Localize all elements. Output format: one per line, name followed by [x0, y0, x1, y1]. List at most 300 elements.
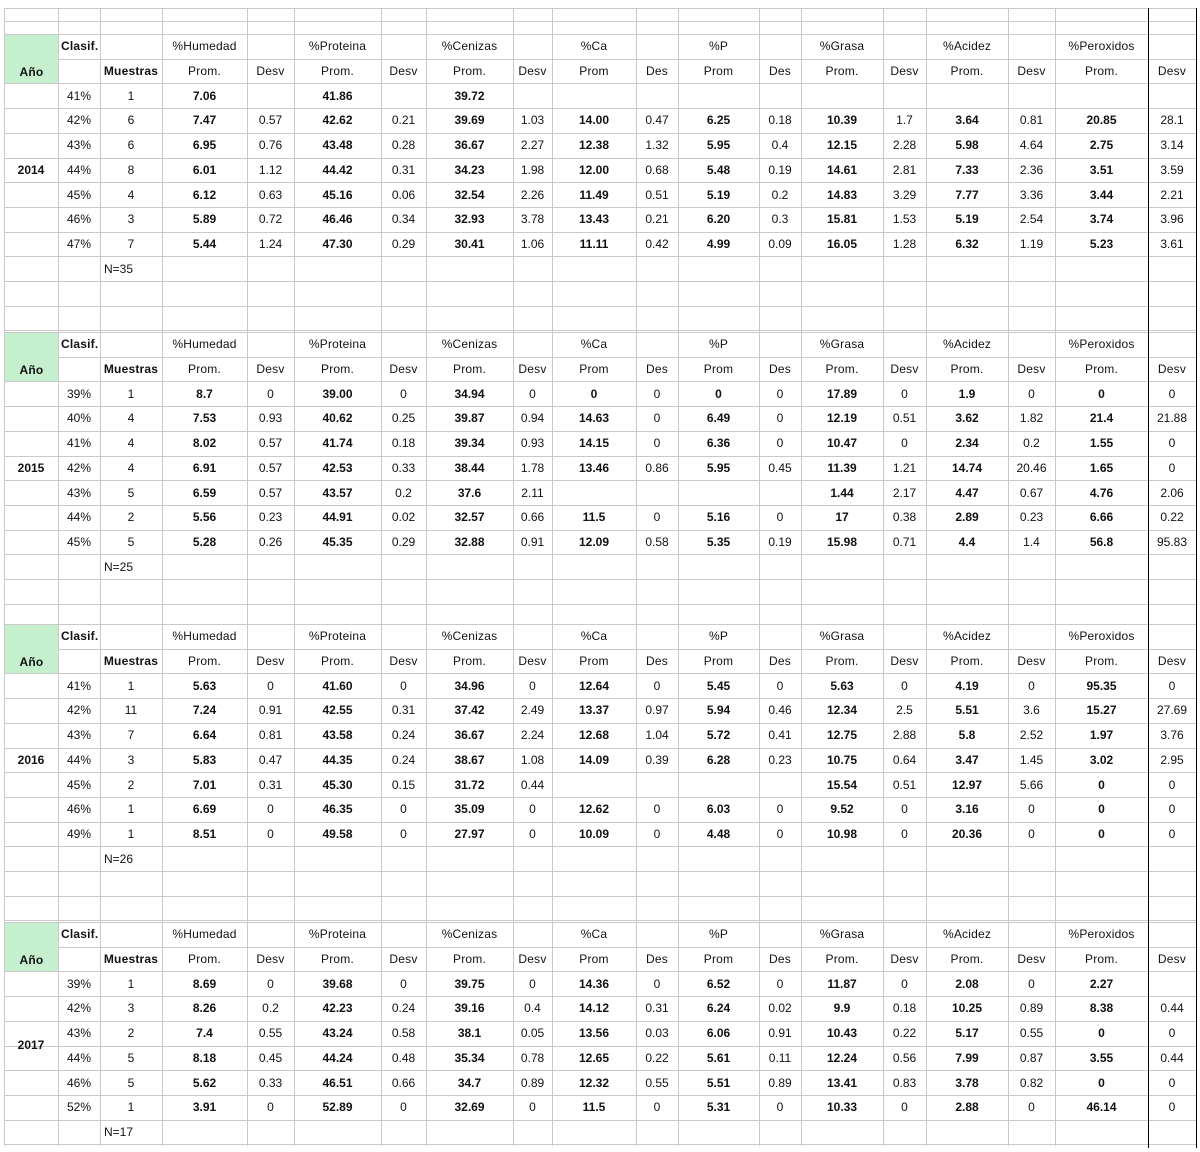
- table-cell: 0.22: [892, 1026, 917, 1041]
- table-cell: 20.85: [1086, 113, 1117, 128]
- group-header-acidez: %Acidez: [942, 39, 992, 54]
- muestras-cell: 1: [127, 826, 135, 841]
- table-cell: [678, 772, 759, 797]
- group-header-acidez: %Acidez: [942, 629, 992, 644]
- table-cell: 14.63: [578, 411, 610, 426]
- table-cell: 2.17: [892, 485, 917, 500]
- subheader: Prom.: [950, 362, 984, 377]
- table-cell: 12.19: [826, 411, 858, 426]
- table-cell: 0: [1168, 1100, 1176, 1115]
- grid-row-line: [4, 920, 1196, 921]
- table-cell: 0: [776, 826, 784, 841]
- table-cell: 2.06: [1160, 485, 1184, 500]
- table-cell: 6.49: [706, 411, 731, 426]
- table-cell: 4.47: [955, 485, 979, 500]
- group-header-humedad: %Humedad: [172, 629, 237, 644]
- table-cell: 21.4: [1089, 411, 1114, 426]
- table-cell: 3.44: [1089, 187, 1114, 202]
- table-cell: 0: [653, 976, 661, 991]
- table-cell: 6.24: [706, 1001, 731, 1016]
- table-cell: 31.72: [454, 777, 485, 792]
- table-cell: 2.95: [1160, 752, 1184, 767]
- table-cell: 0.34: [391, 212, 416, 227]
- table-cell: 28.1: [1160, 113, 1184, 128]
- muestras-cell: 1: [127, 802, 135, 817]
- table-cell: 0.72: [258, 212, 283, 227]
- table-cell: 0: [267, 826, 274, 841]
- table-cell: 0.57: [258, 485, 283, 500]
- table-cell: 11.5: [582, 510, 606, 525]
- clasif-cell: 40%: [66, 411, 92, 426]
- table-cell: [636, 772, 678, 797]
- table-cell: [1148, 83, 1196, 108]
- table-cell: 0.33: [258, 1075, 283, 1090]
- subheader: Desv: [518, 952, 547, 967]
- table-cell: 8.51: [192, 826, 217, 841]
- subheader: Desv: [890, 362, 919, 377]
- clasif-header: Clasif.: [61, 337, 99, 352]
- table-cell: 0.67: [1019, 485, 1044, 500]
- muestras-cell: 4: [127, 187, 135, 202]
- table-cell: 0.18: [892, 1001, 917, 1016]
- muestras-cell: 5: [127, 485, 135, 500]
- table-cell: 8.02: [192, 436, 217, 451]
- table-cell: 32.88: [454, 534, 485, 549]
- table-cell: 0: [1028, 826, 1035, 841]
- table-cell: 0.56: [892, 1050, 917, 1065]
- table-cell: 9.9: [833, 1001, 851, 1016]
- table-cell: 5.89: [192, 212, 217, 227]
- table-cell: 0: [1098, 826, 1105, 841]
- subheader: Desv: [1017, 654, 1046, 669]
- table-cell: 42.53: [322, 460, 353, 475]
- table-cell: 5.72: [706, 728, 731, 743]
- subheader: Prom.: [320, 654, 354, 669]
- table-cell: 0.81: [258, 728, 283, 743]
- table-cell: 43.48: [322, 138, 353, 153]
- table-cell: 0.44: [520, 777, 545, 792]
- group-header-grasa: %Grasa: [819, 39, 865, 54]
- table-cell: 2.21: [1160, 187, 1184, 202]
- table-cell: 16.05: [826, 236, 858, 251]
- subheader: Desv: [1017, 362, 1046, 377]
- table-cell: 43.57: [322, 485, 353, 500]
- table-cell: 7.53: [192, 411, 217, 426]
- table-cell: 3.51: [1089, 162, 1114, 177]
- clasif-cell: 43%: [66, 138, 92, 153]
- table-cell: 0.47: [258, 752, 283, 767]
- table-cell: 0.57: [258, 460, 283, 475]
- clasif-cell: 41%: [66, 88, 92, 103]
- table-cell: 0: [901, 802, 908, 817]
- table-cell: 0: [715, 386, 722, 401]
- table-cell: 56.8: [1089, 534, 1114, 549]
- grid-row-line: [4, 306, 1196, 307]
- group-header-peroxidos: %Peroxidos: [1068, 337, 1135, 352]
- table-cell: 12.32: [578, 1075, 610, 1090]
- table-cell: [247, 83, 294, 108]
- subheader: Prom.: [1084, 654, 1118, 669]
- group-header-grasa: %Grasa: [819, 927, 865, 942]
- table-cell: 5.48: [706, 162, 731, 177]
- table-cell: 12.00: [578, 162, 610, 177]
- group-header-humedad: %Humedad: [172, 337, 237, 352]
- table-cell: 6.01: [192, 162, 217, 177]
- group-header-proteina: %Proteina: [308, 337, 367, 352]
- table-cell: 9.52: [830, 802, 854, 817]
- table-cell: 0.29: [391, 534, 416, 549]
- sample-count-label: N=25: [104, 559, 134, 574]
- subheader: Desv: [389, 362, 418, 377]
- table-cell: 0: [1168, 1026, 1176, 1041]
- table-cell: 0: [776, 386, 784, 401]
- year-label: 2017: [17, 1038, 45, 1053]
- table-cell: 27.97: [454, 826, 485, 841]
- group-header-ca: %Ca: [580, 39, 608, 54]
- table-cell: 15.81: [826, 212, 858, 227]
- subheader: Des: [769, 362, 791, 377]
- table-cell: 14.00: [578, 113, 610, 128]
- table-cell: 14.74: [951, 460, 983, 475]
- table-cell: [678, 480, 759, 505]
- subheader: Prom: [579, 952, 609, 967]
- table-cell: 6.28: [706, 752, 731, 767]
- table-cell: 5.95: [706, 460, 731, 475]
- muestras-cell: 1: [127, 88, 135, 103]
- table-cell: 15.54: [826, 777, 858, 792]
- table-cell: 3.6: [1023, 703, 1040, 718]
- table-cell: 0.42: [645, 236, 669, 251]
- subheader: Desv: [256, 64, 285, 79]
- table-cell: 5.16: [706, 510, 731, 525]
- table-cell: 0: [400, 826, 407, 841]
- table-cell: 0.23: [258, 510, 283, 525]
- table-cell: [552, 480, 636, 505]
- table-cell: 0: [1098, 777, 1105, 792]
- table-cell: 10.39: [826, 113, 858, 128]
- table-cell: 0.51: [892, 411, 917, 426]
- table-cell: 0: [776, 678, 784, 693]
- group-header-ca: %Ca: [580, 629, 608, 644]
- group-header-humedad: %Humedad: [172, 39, 237, 54]
- table-cell: 0: [1168, 460, 1176, 475]
- table-cell: 4.19: [955, 678, 979, 693]
- clasif-cell: 52%: [66, 1100, 92, 1115]
- table-cell: 0.55: [258, 1026, 283, 1041]
- table-cell: 11.39: [827, 460, 857, 475]
- table-cell: 6.52: [706, 976, 731, 991]
- table-cell: 34.23: [454, 162, 485, 177]
- table-cell: 3.78: [955, 1075, 979, 1090]
- table-cell: 38.1: [457, 1026, 482, 1041]
- table-cell: 0.11: [768, 1050, 792, 1065]
- subheader: Des: [646, 64, 668, 79]
- table-cell: 0: [529, 1100, 536, 1115]
- muestras-header: Muestras: [103, 362, 159, 377]
- table-cell: 3.74: [1089, 212, 1114, 227]
- table-cell: 39.87: [454, 411, 485, 426]
- table-cell: 0: [1098, 386, 1105, 401]
- subheader: Prom.: [1084, 952, 1118, 967]
- table-cell: [636, 83, 678, 108]
- grid-row-line: [4, 579, 1196, 580]
- table-cell: 14.09: [578, 752, 610, 767]
- table-cell: 0.71: [892, 534, 917, 549]
- table-cell: 42.62: [322, 113, 353, 128]
- table-cell: [759, 772, 801, 797]
- table-cell: 41.60: [322, 678, 353, 693]
- table-cell: 2.81: [892, 162, 917, 177]
- subheader: Desv: [1157, 64, 1187, 79]
- table-cell: 0: [776, 802, 784, 817]
- table-cell: 13.46: [578, 460, 610, 475]
- table-cell: 0.02: [768, 1001, 792, 1016]
- table-cell: 0.24: [391, 752, 416, 767]
- table-cell: [801, 83, 883, 108]
- subheader: Desv: [1017, 952, 1046, 967]
- table-cell: 0: [529, 976, 536, 991]
- clasif-cell: 45%: [66, 777, 92, 792]
- table-cell: [926, 83, 1008, 108]
- table-cell: 0.23: [1019, 510, 1044, 525]
- table-cell: 0.46: [768, 703, 792, 718]
- subheader: Prom.: [1084, 362, 1118, 377]
- table-cell: [678, 83, 759, 108]
- table-cell: 3.62: [955, 411, 979, 426]
- table-cell: 13.56: [578, 1026, 610, 1041]
- subheader: Desv: [389, 64, 418, 79]
- table-cell: 7.06: [192, 88, 217, 103]
- table-cell: 6.59: [192, 485, 217, 500]
- subheader: Desv: [890, 952, 919, 967]
- group-header-cenizas: %Cenizas: [441, 629, 498, 644]
- table-cell: 11.49: [579, 187, 609, 202]
- group-header-p: %P: [708, 629, 729, 644]
- grid-row-line: [4, 1144, 1196, 1145]
- table-cell: 0.45: [768, 460, 792, 475]
- table-cell: 0.58: [645, 534, 669, 549]
- group-header-ca: %Ca: [580, 337, 608, 352]
- table-cell: 5.8: [958, 728, 976, 743]
- group-header-cenizas: %Cenizas: [441, 39, 498, 54]
- table-cell: 14.83: [826, 187, 858, 202]
- table-cell: 1.45: [1019, 752, 1044, 767]
- table-cell: 0.76: [258, 138, 283, 153]
- table-cell: 2.52: [1019, 728, 1044, 743]
- table-cell: [552, 83, 636, 108]
- table-cell: 1.55: [1089, 436, 1114, 451]
- table-cell: 11.5: [582, 1100, 606, 1115]
- table-cell: 13.43: [578, 212, 610, 227]
- table-cell: 3.76: [1160, 728, 1184, 743]
- table-cell: 12.09: [578, 534, 610, 549]
- table-cell: 0: [1098, 802, 1105, 817]
- table-cell: [759, 83, 801, 108]
- muestras-cell: 1: [127, 678, 135, 693]
- subheader: Prom.: [187, 64, 221, 79]
- subheader: Des: [769, 952, 791, 967]
- table-cell: 0.97: [645, 703, 669, 718]
- table-cell: 6.20: [706, 212, 731, 227]
- table-cell: 2.24: [520, 728, 545, 743]
- clasif-cell: 43%: [66, 1026, 92, 1041]
- table-cell: 0: [776, 411, 784, 426]
- table-cell: 0: [653, 1100, 661, 1115]
- clasif-cell: 44%: [66, 752, 92, 767]
- table-cell: 5.23: [1089, 236, 1114, 251]
- table-cell: 0.31: [391, 703, 416, 718]
- table-cell: 0: [653, 826, 661, 841]
- table-cell: 0.2: [771, 187, 789, 202]
- table-cell: 5.66: [1019, 777, 1044, 792]
- group-header-grasa: %Grasa: [819, 337, 865, 352]
- table-cell: 2.27: [520, 138, 545, 153]
- subheader: Prom: [703, 654, 734, 669]
- table-cell: 14.61: [826, 162, 858, 177]
- table-cell: 14.36: [578, 976, 610, 991]
- table-cell: 5.45: [706, 678, 731, 693]
- anio-header: Año: [5, 35, 58, 83]
- table-cell: 39.34: [454, 436, 485, 451]
- table-cell: 0.91: [258, 703, 283, 718]
- table-cell: 34.96: [454, 678, 485, 693]
- table-cell: 7.77: [955, 187, 979, 202]
- table-cell: 0: [529, 386, 536, 401]
- subheader: Prom.: [950, 654, 984, 669]
- subheader: Prom.: [320, 952, 354, 967]
- table-cell: 5.95: [706, 138, 731, 153]
- subheader: Prom: [579, 64, 609, 79]
- table-cell: 0.87: [1019, 1050, 1044, 1065]
- table-cell: 0.18: [391, 436, 416, 451]
- muestras-header: Muestras: [103, 654, 159, 669]
- table-cell: 95.83: [1156, 534, 1188, 549]
- clasif-cell: 43%: [66, 485, 92, 500]
- table-cell: 0.89: [520, 1075, 545, 1090]
- table-cell: 2.11: [521, 485, 544, 500]
- clasif-cell: 44%: [66, 162, 92, 177]
- table-cell: 3.47: [955, 752, 979, 767]
- table-cell: 0: [1028, 976, 1035, 991]
- table-cell: 5.28: [192, 534, 217, 549]
- table-cell: 4.48: [706, 826, 731, 841]
- table-cell: 15.27: [1086, 703, 1117, 718]
- clasif-cell: 45%: [66, 187, 92, 202]
- table-cell: 6.95: [192, 138, 217, 153]
- subheader: Prom.: [825, 654, 859, 669]
- table-cell: 1.65: [1089, 460, 1114, 475]
- table-cell: 0: [267, 386, 274, 401]
- clasif-cell: 49%: [66, 826, 92, 841]
- subheader: Prom.: [950, 952, 984, 967]
- table-cell: 3.02: [1089, 752, 1114, 767]
- group-header-p: %P: [708, 337, 729, 352]
- table-cell: 3.96: [1160, 212, 1184, 227]
- table-cell: 0.28: [391, 138, 416, 153]
- table-cell: 0.19: [768, 162, 792, 177]
- table-cell: 0.89: [1019, 1001, 1044, 1016]
- table-cell: 6.69: [192, 802, 217, 817]
- table-cell: 3.29: [892, 187, 917, 202]
- table-cell: 0: [1028, 678, 1035, 693]
- sample-count-label: N=26: [104, 851, 134, 866]
- table-cell: 0: [653, 802, 661, 817]
- table-cell: 0.81: [1019, 113, 1044, 128]
- table-cell: 12.15: [826, 138, 858, 153]
- muestras-header: Muestras: [103, 64, 159, 79]
- group-header-acidez: %Acidez: [942, 337, 992, 352]
- table-cell: [1055, 83, 1148, 108]
- table-cell: 11.11: [579, 236, 609, 251]
- table-cell: 0.93: [258, 411, 283, 426]
- subheader: Desv: [256, 952, 285, 967]
- table-cell: 0.91: [768, 1026, 792, 1041]
- table-cell: [513, 83, 552, 108]
- table-cell: 45.35: [322, 534, 353, 549]
- subheader: Des: [646, 952, 668, 967]
- table-cell: 2.5: [896, 703, 913, 718]
- table-cell: 0: [1168, 1075, 1176, 1090]
- subheader: Prom.: [1084, 64, 1118, 79]
- subheader: Desv: [890, 654, 919, 669]
- table-cell: 12.34: [826, 703, 858, 718]
- table-cell: [636, 480, 678, 505]
- table-cell: 6.66: [1089, 510, 1114, 525]
- table-cell: 1.32: [645, 138, 669, 153]
- clasif-cell: 44%: [66, 1050, 92, 1065]
- subheader: Prom.: [187, 952, 221, 967]
- grid-row-line: [4, 330, 1196, 331]
- table-cell: 8.7: [196, 386, 213, 401]
- table-cell: 0: [776, 1100, 784, 1115]
- clasif-header: Clasif.: [61, 927, 99, 942]
- table-cell: 0: [901, 678, 908, 693]
- subheader: Des: [646, 654, 668, 669]
- clasif-header: Clasif.: [61, 39, 99, 54]
- table-cell: 5.56: [192, 510, 217, 525]
- subheader: Prom.: [452, 952, 486, 967]
- table-cell: 0.41: [768, 728, 792, 743]
- table-cell: 32.93: [454, 212, 485, 227]
- clasif-cell: 41%: [66, 436, 92, 451]
- table-cell: 0: [1028, 802, 1035, 817]
- table-cell: 44.35: [322, 752, 353, 767]
- table-cell: 0.05: [520, 1026, 545, 1041]
- subheader: Prom.: [452, 64, 486, 79]
- table-cell: 39.00: [322, 386, 353, 401]
- table-cell: 0.83: [892, 1075, 917, 1090]
- table-cell: 0.06: [391, 187, 416, 202]
- table-cell: 1.44: [830, 485, 854, 500]
- grid-row-line: [4, 896, 1196, 897]
- table-cell: 0.22: [645, 1050, 669, 1065]
- muestras-cell: 6: [127, 138, 135, 153]
- table-cell: 4.4: [958, 534, 976, 549]
- table-cell: 43.24: [322, 1026, 353, 1041]
- table-cell: 42.55: [322, 703, 353, 718]
- table-cell: [552, 772, 636, 797]
- grid-row-line: [4, 871, 1196, 872]
- table-cell: 46.35: [322, 802, 353, 817]
- table-cell: 0: [776, 436, 784, 451]
- table-cell: 6.03: [706, 802, 731, 817]
- table-cell: 6.06: [706, 1026, 731, 1041]
- anio-header: Año: [5, 333, 58, 381]
- table-cell: 2.49: [520, 703, 545, 718]
- table-cell: 1.19: [1019, 236, 1044, 251]
- table-cell: 11.87: [827, 976, 857, 991]
- table-cell: 0: [901, 436, 908, 451]
